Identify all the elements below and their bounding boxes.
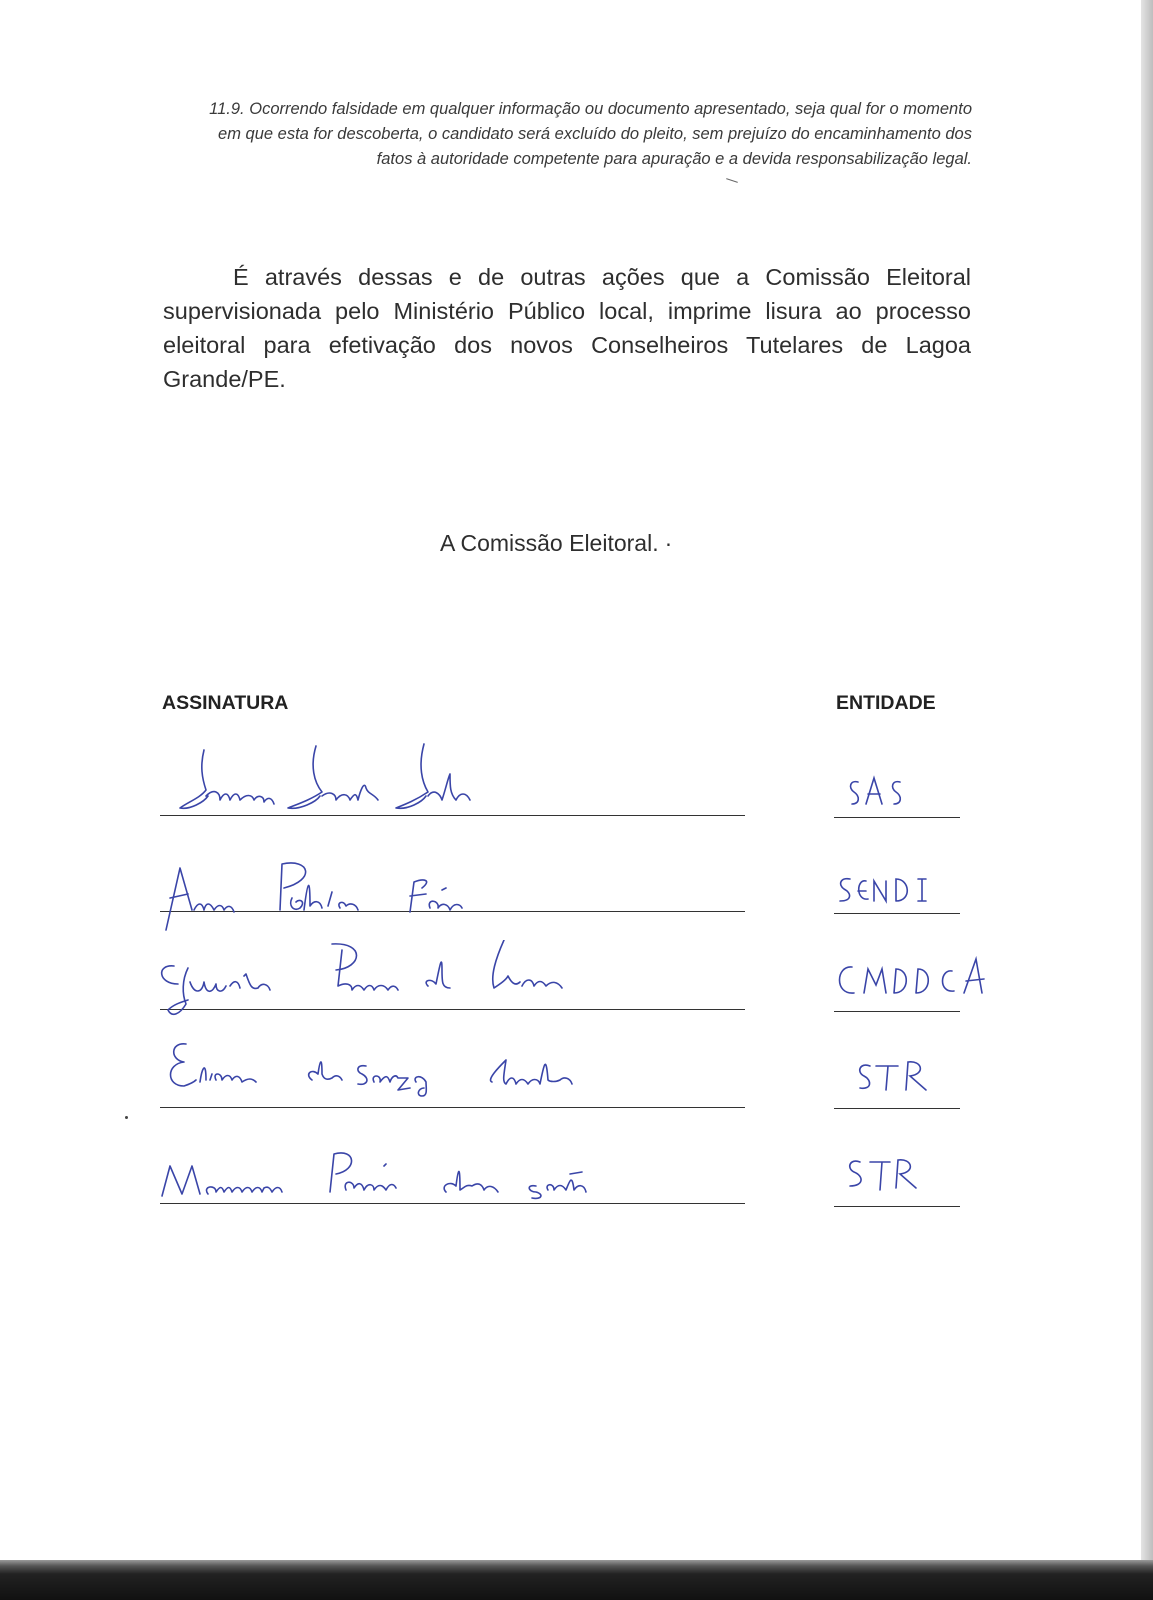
entity-1-handwriting xyxy=(830,760,1000,830)
signature-2-handwriting xyxy=(160,858,750,936)
intro-paragraph: É através dessas e de outras ações que a Comissão Eleitoral supervisionada pelo Ministério Público local, imprime lisura ao processo eleitoral para efetivação dos novos Conselheiros Tutelares de Lagoa Grande/PE. xyxy=(163,264,971,392)
clause-11-9: 11.9. Ocorrendo falsidade em qualquer informação ou documento apresentado, seja qual for o momento em que esta for descoberta, o candidato será excluído do pleito, sem prejuízo do encaminhamento dos fatos à autoridade competente para apuração e a devida responsabilização legal. xyxy=(209,100,972,168)
closing-text: A Comissão Eleitoral. xyxy=(440,530,659,556)
entity-4-handwriting xyxy=(830,1040,1000,1110)
scan-edge-bottom xyxy=(0,1560,1153,1600)
scan-speck xyxy=(125,1116,128,1119)
scan-edge-right xyxy=(1141,0,1153,1600)
signature-1-handwriting xyxy=(160,738,750,816)
scan-mark xyxy=(726,178,738,183)
entity-column-header: ENTIDADE xyxy=(836,692,936,714)
entity-5-handwriting xyxy=(830,1138,1000,1208)
signature-5-handwriting xyxy=(160,1140,750,1218)
signature-column-header: ASSINATURA xyxy=(162,692,289,714)
closing-line: A Comissão Eleitoral. · xyxy=(440,530,673,556)
entity-3-handwriting xyxy=(830,945,1000,1015)
signature-4-handwriting xyxy=(160,1034,750,1112)
signature-3-handwriting xyxy=(160,940,750,1018)
entity-2-handwriting xyxy=(830,855,1000,925)
